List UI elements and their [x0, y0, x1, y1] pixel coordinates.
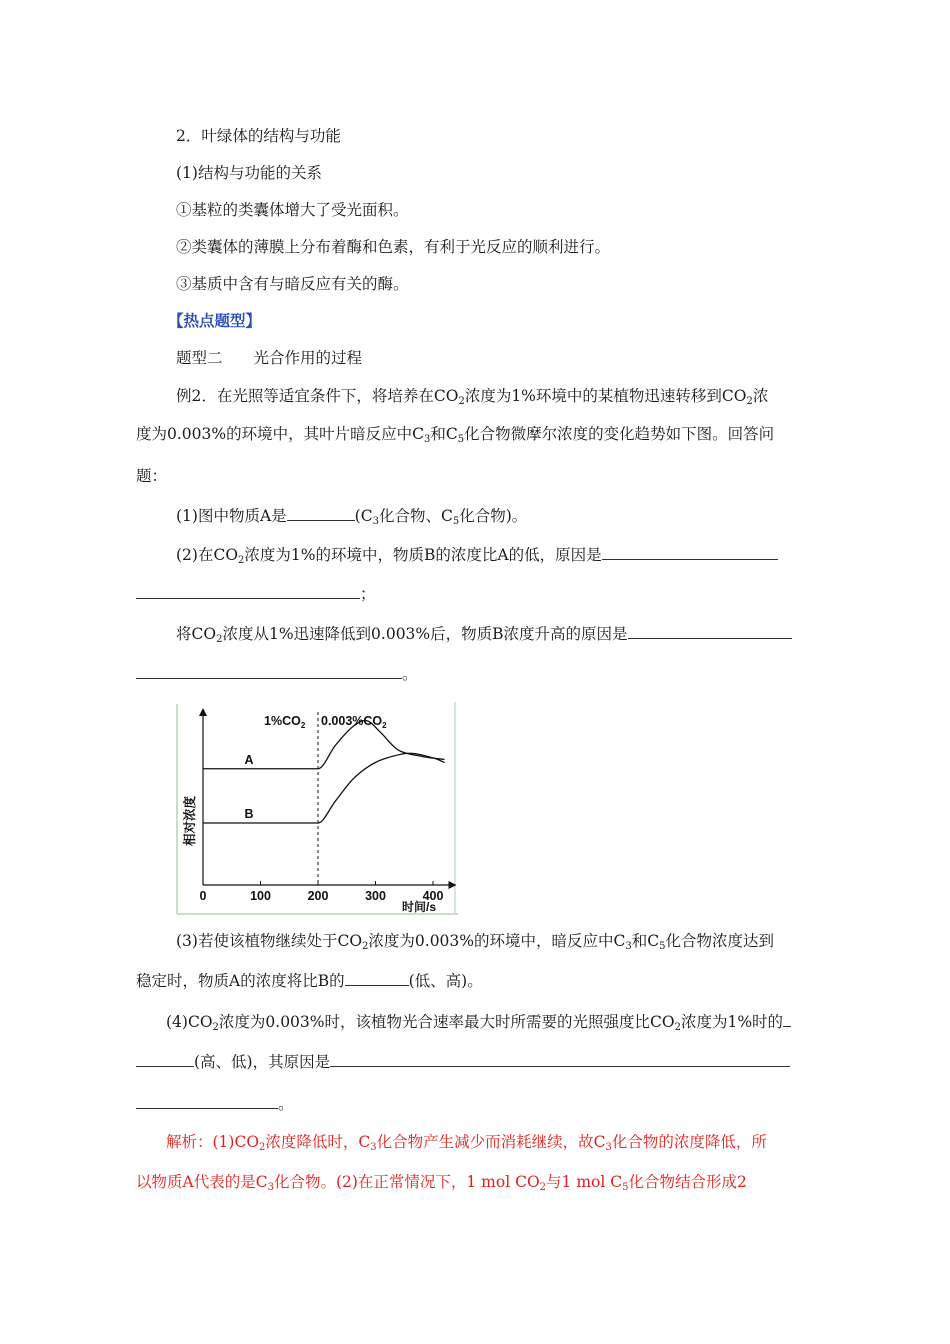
- subheading-structure-function: (1)结构与功能的关系: [176, 164, 322, 182]
- answer-blank: [136, 1094, 278, 1109]
- point-2: ②类囊体的薄膜上分布着酶和色素，有利于光反应的顺利进行。: [176, 238, 611, 256]
- answer-blank: [136, 584, 360, 599]
- series-label-a: A: [244, 752, 254, 767]
- x-tick-label: 200: [307, 889, 329, 903]
- question-2-second-part: 将$CO_2$浓度从1%迅速降低到0.003%后，物质B浓度升高的原因是: [176, 624, 792, 644]
- question-4-reason-line: 。: [136, 1094, 294, 1114]
- question-2: (2)在$CO_2$浓度为1%的环境中，物质B的浓度比A的低，原因是: [176, 545, 778, 565]
- x-axis-title: 时间/s: [402, 900, 437, 914]
- question-2-continued: ；: [136, 584, 376, 604]
- phase-label-low-co2: $0.003\%CO_2$: [321, 714, 387, 730]
- question-2-second-continued: 。: [136, 664, 418, 684]
- hot-topic-label: 【热点题型】: [168, 311, 262, 330]
- question-3: (3)若使该植物继续处于$CO_2$浓度为0.003%的环境中，暗反应中$C_3$和$C_5$化合物浓度达到: [176, 932, 775, 952]
- concentration-line-chart: [176, 700, 458, 918]
- x-tick-label: 0: [199, 889, 207, 903]
- x-tick-label: 100: [250, 889, 271, 903]
- answer-blank: [602, 545, 778, 560]
- heading-chloroplast-structure: 2．叶绿体的结构与功能: [176, 127, 341, 145]
- question-4-continued: (高、低)，其原因是: [136, 1052, 790, 1072]
- y-axis-arrow: [199, 708, 207, 716]
- answer-blank: [136, 1052, 194, 1067]
- answer-blank: [287, 506, 355, 521]
- phase-label-high-co2: $1\%CO_2$: [264, 714, 306, 730]
- chart-plot-area: [203, 712, 445, 885]
- example-line-2: 度为0.003%的环境中，其叶片暗反应中$C_3$和$C_5$化合物微摩尔浓度的变化趋势如下图。回答问: [136, 425, 775, 445]
- question-1: (1)图中物质A是 ($C_3$化合物、$C_5$化合物)。: [176, 507, 528, 527]
- point-3: ③基质中含有与暗反应有关的酶。: [176, 275, 409, 293]
- question-3-continued: 稳定时，物质A的浓度将比B的 (低、高)。: [136, 972, 483, 990]
- x-tick-label: 400: [422, 889, 444, 903]
- answer-blank: [136, 664, 402, 679]
- example-line-3: 题：: [136, 467, 168, 485]
- x-tick-label: 300: [365, 889, 386, 903]
- question-4: $(4)CO_2$浓度为0.003%时，该植物光合速率最大时所需要的光照强度比$CO_2$浓度为1%时的: [166, 1012, 791, 1032]
- analysis-line-1: 解析：$(1)CO_2$浓度降低时，$C_3$化合物产生减少而消耗继续，故$C_3$化合物的浓度降低，所: [166, 1133, 767, 1153]
- question-type-title: 题型二 光合作用的过程: [176, 349, 363, 367]
- chart-axes: [199, 708, 457, 903]
- answer-blank: [330, 1052, 790, 1067]
- y-axis-title: 相对浓度: [183, 795, 197, 847]
- answer-blank: [783, 1012, 791, 1027]
- answer-blank: [628, 624, 792, 639]
- point-1: ①基粒的类囊体增大了受光面积。: [176, 201, 409, 219]
- series-label-b: B: [244, 807, 254, 821]
- answer-blank: [345, 971, 409, 986]
- example-line-1: 例2．在光照等适宜条件下，将培养在$CO_2$浓度为1%环境中的某植物迅速转移到$CO_2$浓: [176, 387, 769, 407]
- analysis-line-2: 以物质A代表的是$C_3$化合物。(2)在正常情况下，1 mol $CO_2$与1 mol $C_5$化合物结合形成2: [136, 1173, 747, 1193]
